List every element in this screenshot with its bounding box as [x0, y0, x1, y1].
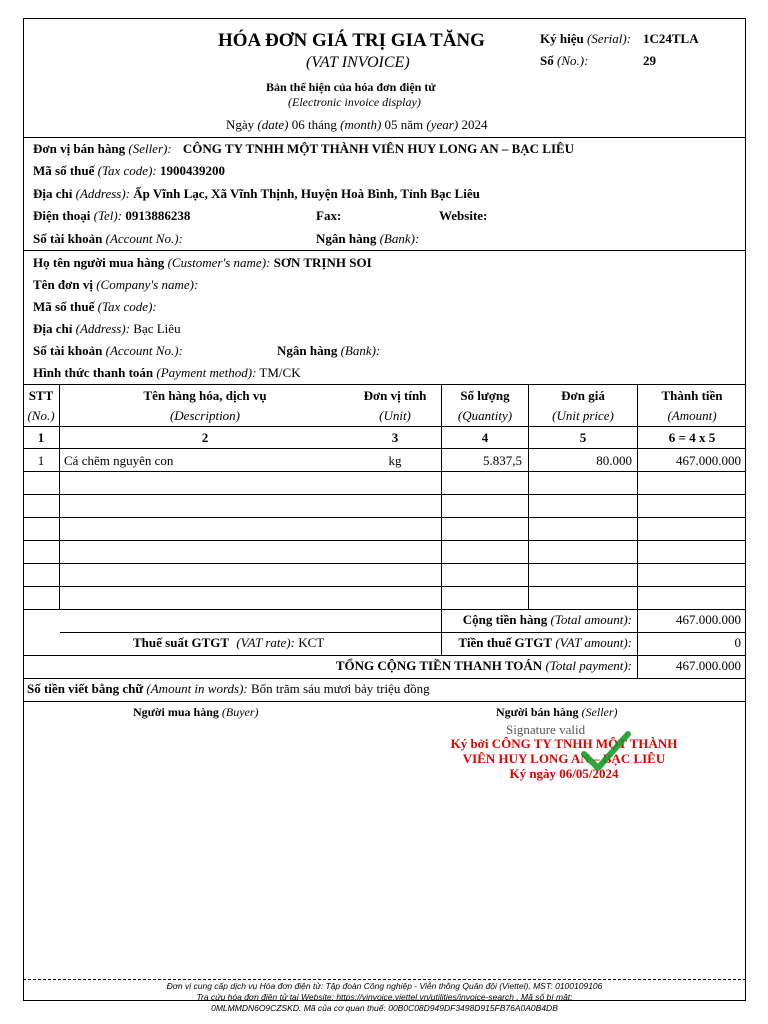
seller-tax-row: Mã số thuế (Tax code): 1900439200	[33, 163, 225, 178]
buyer-account-row: Số tài khoản (Account No.):	[33, 343, 183, 358]
signed-by-line-2: VIÊN HUY LONG AN – BẠC LIÊU	[462, 751, 666, 766]
serial-label: Ký hiệu (Serial):	[540, 31, 632, 46]
item-no: 1	[37, 453, 45, 468]
vat-amount-label: Tiền thuế GTGT (VAT amount):	[458, 635, 632, 650]
header-description: Tên hàng hóa, dịch vụ (Description)	[143, 388, 267, 423]
check-mark-icon	[580, 728, 632, 776]
header-no: STT (No.)	[27, 388, 55, 423]
index-cell: 2	[201, 430, 209, 445]
footer-line-2: Tra cứu hóa đơn điện tử tại Website: https://vinvoice.viettel.vn/utilities/invoice-search , Mã số bí mật:	[196, 992, 573, 1002]
item-unit: kg	[388, 453, 402, 468]
serial-value: 1C24TLA	[643, 31, 699, 46]
item-quantity: 5.837,5	[483, 453, 522, 468]
seller-website-label: Website:	[439, 208, 488, 223]
total-amount-label: Cộng tiền hàng (Total amount):	[462, 612, 632, 627]
display-label-en: (Electronic invoice display)	[288, 95, 421, 109]
buyer-company-row: Tên đơn vị (Company's name):	[33, 277, 199, 292]
table-row-line	[23, 678, 746, 679]
item-description: Cá chẽm nguyên con	[64, 453, 174, 468]
seller-fax-label: Fax:	[316, 208, 342, 223]
header-quantity: Số lượng (Quantity)	[457, 388, 513, 423]
signature-valid-text: Signature valid	[506, 722, 586, 737]
col-line	[637, 384, 638, 678]
divider	[23, 250, 746, 251]
seller-account-row: Số tài khoản (Account No.):	[33, 231, 183, 246]
buyer-signature-label: Người mua hàng (Buyer)	[133, 705, 259, 719]
total-payment-label: TỔNG CỘNG TIỀN THANH TOÁN (Total payment):	[335, 658, 632, 673]
index-cell: 1	[37, 430, 45, 445]
item-unit-price: 80.000	[596, 453, 632, 468]
seller-signature-label: Người bán hàng (Seller)	[496, 705, 618, 719]
buyer-address-row: Địa chỉ (Address): Bạc Liêu	[33, 321, 181, 336]
display-label: Bản thể hiện của hóa đơn điện tử	[266, 80, 436, 94]
buyer-bank-row: Ngân hàng (Bank):	[277, 343, 381, 358]
footer-divider	[23, 979, 746, 980]
buyer-payment-row: Hình thức thanh toán (Payment method): TM/CK	[33, 365, 301, 380]
footer-line-1: Đơn vị cung cấp dịch vụ Hóa đơn điện tử: Tập đoàn Công nghiệp - Viễn thông Quân đội (Viettel), MST: 0100109106	[166, 981, 603, 991]
header-unit: Đơn vị tính (Unit)	[363, 388, 427, 423]
buyer-tax-row: Mã số thuế (Tax code):	[33, 299, 157, 314]
invoice-date: Ngày (date) 06 tháng (month) 05 năm (year) 2024	[226, 117, 488, 132]
invoice-title: HÓA ĐƠN GIÁ TRỊ GIA TĂNG	[218, 30, 485, 51]
vat-amount-value: 0	[734, 635, 741, 650]
no-value: 29	[643, 53, 656, 68]
item-amount: 467.000.000	[676, 453, 741, 468]
signed-by-line-1: Ký bởi CÔNG TY TNHH MỘT THÀNH	[450, 736, 678, 751]
index-cell: 6 = 4 x 5	[668, 430, 716, 445]
seller-name-row: Đơn vị bán hàng (Seller): CÔNG TY TNHH MỘT THÀNH VIÊN HUY LONG AN – BẠC LIÊU	[33, 141, 575, 156]
footer-line-3: 0MLMMDN6O9CZSKD. Mã của cơ quan thuế: 00B0C08D949DF3498D915FB76A0A0B4DB	[211, 1003, 558, 1013]
index-cell: 3	[391, 430, 399, 445]
invoice-title-en: (VAT INVOICE)	[306, 54, 410, 71]
seller-address-row: Địa chỉ (Address): Ấp Vĩnh Lạc, Xã Vĩnh Thịnh, Huyện Hoà Bình, Tỉnh Bạc Liêu	[33, 186, 480, 201]
header-unit-price: Đơn giá (Unit price)	[552, 388, 614, 423]
index-cell: 5	[579, 430, 587, 445]
vat-rate-row: Thuế suất GTGT (VAT rate): KCT	[133, 635, 325, 650]
seller-bank-row: Ngân hàng (Bank):	[316, 231, 420, 246]
seller-tel-row: Điện thoại (Tel): 0913886238	[33, 208, 191, 223]
table-bottom-border	[23, 701, 746, 702]
buyer-name-row: Họ tên người mua hàng (Customer's name): SƠN TRỊNH SOI	[33, 255, 372, 270]
divider	[23, 137, 746, 138]
amount-in-words-row: Số tiền viết bằng chữ (Amount in words): Bốn trăm sáu mươi bảy triệu đồng	[27, 681, 430, 696]
no-label: Số (No.):	[540, 53, 589, 68]
total-payment-value: 467.000.000	[676, 658, 741, 673]
index-cell: 4	[481, 430, 489, 445]
table-row-line	[60, 632, 746, 633]
signed-date: Ký ngày 06/05/2024	[509, 766, 619, 781]
total-amount-value: 467.000.000	[676, 612, 741, 627]
header-amount: Thành tiền (Amount)	[661, 388, 723, 423]
